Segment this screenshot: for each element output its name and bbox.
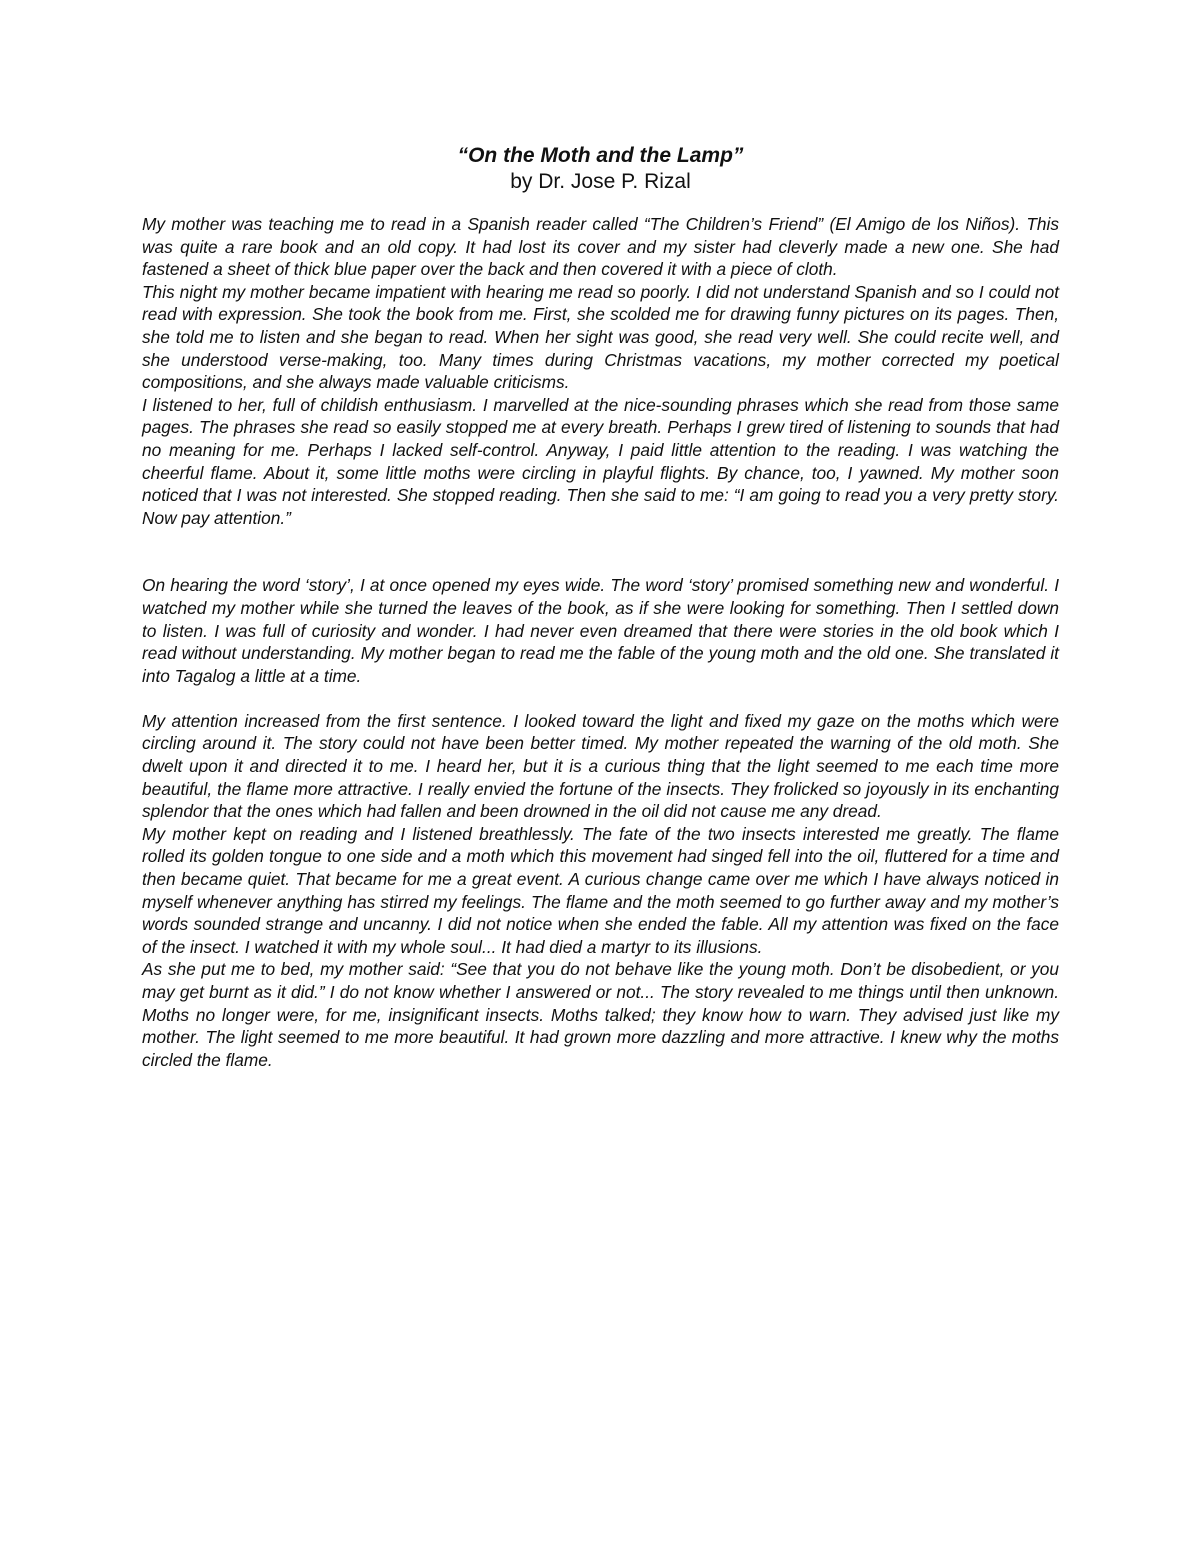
paragraph-4: On hearing the word ‘story’, I at once opened my eyes wide. The word ‘story’ promised something new and wonderful. I watched my mother while she turned the leaves of the book, as if she were looking for something. Then I settled down to listen. I was full of curiosity and wonder. I had never even dreamed that there were stories in the old book which I read without understanding. My mother began to read me the fable of the young moth and the old one. She translated it into Tagalog a little at a time.	[142, 575, 1059, 686]
paragraph-2: This night my mother became impatient with hearing me read so poorly. I did not understand Spanish and so I could not read with expression. She took the book from me. First, she scolded me for drawing funny pictures on its pages. Then, she told me to listen and she began to read. When her sight was good, she read very well. She could recite well, and she understood verse-making, too. Many times during Christmas vacations, my mother corrected my poetical compositions, and she always made valuable criticisms.	[142, 281, 1059, 393]
document-byline: by Dr. Jose P. Rizal	[510, 170, 691, 193]
paragraph-5: My attention increased from the first sentence. I looked toward the light and fixed my gaze on the moths which were circling around it. The story could not have been better timed. My mother repeated the warning of the old moth. She dwelt upon it and directed it to me. I heard her, but it is a curious thing that the light seemed to me each time more beautiful, the flame more attractive. I really envied the fortune of the insects. They frolicked so joyously in its enchanting splendor that the ones which had fallen and been drowned in the oil did not cause me any dread.	[142, 710, 1059, 822]
paragraph-6: My mother kept on reading and I listened breathlessly. The fate of the two insects interested me greatly. The flame rolled its golden tongue to one side and a moth which this movement had singed fell into the oil, fluttered for a time and then became quiet. That became for me a great event. A curious change came over me which I have always noticed in myself whenever anything has stirred my feelings. The flame and the moth seemed to go further away and my mother’s words sounded strange and uncanny. I did not notice when she ended the fable. All my attention was fixed on the face of the insect. I watched it with my whole soul... It had died a martyr to its illusions.	[142, 823, 1059, 957]
document-title: “On the Moth and the Lamp”	[457, 144, 744, 167]
paragraph-1: My mother was teaching me to read in a Spanish reader called “The Children’s Friend” (El Amigo de los Niños). This was quite a rare book and an old copy. It had lost its cover and my sister had cleverly made a new one. She had fastened a sheet of thick blue paper over the back and then covered it with a piece of cloth.	[142, 214, 1059, 280]
paragraph-3: I listened to her, full of childish enthusiasm. I marvelled at the nice-sounding phrases which she read from those same pages. The phrases she read so easily stopped me at every breath. Perhaps I grew tired of listening to sounds that had no meaning for me. Perhaps I lacked self-control. Anyway, I paid little attention to the reading. I was watching the cheerful flame. About it, some little moths were circling in playful flights. By chance, too, I yawned. My mother soon noticed that I was not interested. She stopped reading. Then she said to me: “I am going to read you a very pretty story. Now pay attention.”	[142, 394, 1059, 528]
document-body	[142, 213, 1059, 1071]
document-page	[142, 143, 1059, 1071]
paragraph-7: As she put me to bed, my mother said: “See that you do not behave like the young moth. Don’t be disobedient, or you may get burnt as it did.” I do not know whether I answered or not... The story revealed to me things until then unknown. Moths no longer were, for me, insignificant insects. Moths talked; they know how to warn. They advised just like my mother. The light seemed to me more beautiful. It had grown more dazzling and more attractive. I knew why the moths circled the flame.	[142, 959, 1059, 1070]
